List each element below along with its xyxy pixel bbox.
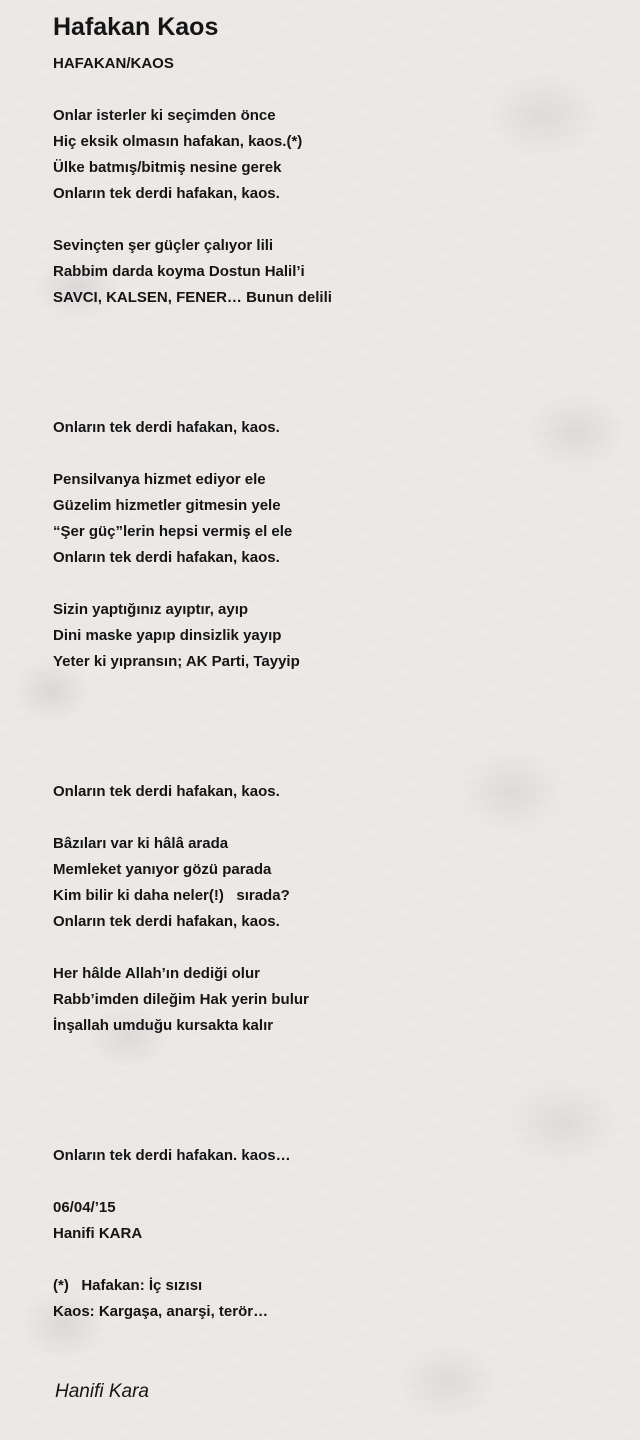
stanza-gap (53, 727, 613, 753)
poem-line: Yeter ki yıpransın; AK Parti, Tayyip (53, 653, 300, 670)
poem-line: Hanifi KARA (53, 1225, 143, 1242)
poem-line: Kim bilir ki daha neler(!) sırada? (53, 887, 290, 904)
stanza-gap (53, 753, 613, 779)
poem-line: Onların tek derdi hafakan. kaos… (53, 1147, 291, 1164)
stanza-gap (53, 1039, 613, 1065)
poem-line: Onların tek derdi hafakan, kaos. (53, 419, 280, 436)
stanza-gap (53, 805, 613, 831)
poem-line: Onların tek derdi hafakan, kaos. (53, 783, 280, 800)
poem-line: 06/04/’15 (53, 1199, 116, 1216)
poem-line: Onlar isterler ki seçimden önce (53, 107, 276, 124)
stanza-gap (53, 675, 613, 701)
stanza-gap (53, 1169, 613, 1195)
poem-line: Sizin yaptığınız ayıptır, ayıp (53, 601, 249, 618)
poem-subtitle: HAFAKAN/KAOS (53, 55, 174, 72)
stanza-gap (53, 935, 613, 961)
stanza-gap (53, 363, 613, 389)
poem-line: Kaos: Kargaşa, anarşi, terör… (53, 1303, 269, 1320)
poem-line: Hiç eksik olmasın hafakan, kaos.(*) (53, 133, 303, 150)
stanza-gap (53, 1065, 613, 1091)
poem-title: Hafakan Kaos (53, 13, 219, 41)
poem-line: SAVCI, KALSEN, FENER… Bunun delili (53, 289, 332, 306)
poem-page (53, 10, 613, 1325)
stanza-gap (53, 571, 613, 597)
poem-line: Ülke batmış/bitmiş nesine gerek (53, 159, 282, 176)
poem-author: Hanifi Kara (55, 1381, 149, 1402)
poem-line: Rabb’imden dileğim Hak yerin bulur (53, 991, 309, 1008)
poem-line: (*) Hafakan: İç sızısı (53, 1277, 203, 1294)
poem-line: Rabbim darda koyma Dostun Halil’i (53, 263, 305, 280)
poem-line: İnşallah umduğu kursakta kalır (53, 1017, 274, 1034)
poem-line: Onların tek derdi hafakan, kaos. (53, 185, 280, 202)
poem-line: Bâzıları var ki hâlâ arada (53, 835, 229, 852)
poem-line: Pensilvanya hizmet ediyor ele (53, 471, 266, 488)
stanza-gap (53, 701, 613, 727)
stanza-gap (53, 1247, 613, 1273)
poem-line: “Şer güç”lerin hepsi vermiş el ele (53, 523, 293, 540)
poem-body (53, 103, 613, 1325)
poem-line: Onların tek derdi hafakan, kaos. (53, 549, 280, 566)
stanza-gap (53, 311, 613, 337)
stanza-gap (53, 1091, 613, 1117)
stanza-gap (53, 389, 613, 415)
poem-line: Dini maske yapıp dinsizlik yayıp (53, 627, 282, 644)
stanza-gap (53, 441, 613, 467)
stanza-gap (53, 1117, 613, 1143)
poem-line: Sevinçten şer güçler çalıyor lili (53, 237, 274, 254)
poem-line: Memleket yanıyor gözü parada (53, 861, 272, 878)
stanza-gap (53, 337, 613, 363)
stanza-gap (53, 207, 613, 233)
poem-line: Güzelim hizmetler gitmesin yele (53, 497, 281, 514)
poem-line: Her hâlde Allah’ın dediği olur (53, 965, 260, 982)
poem-line: Onların tek derdi hafakan, kaos. (53, 913, 280, 930)
